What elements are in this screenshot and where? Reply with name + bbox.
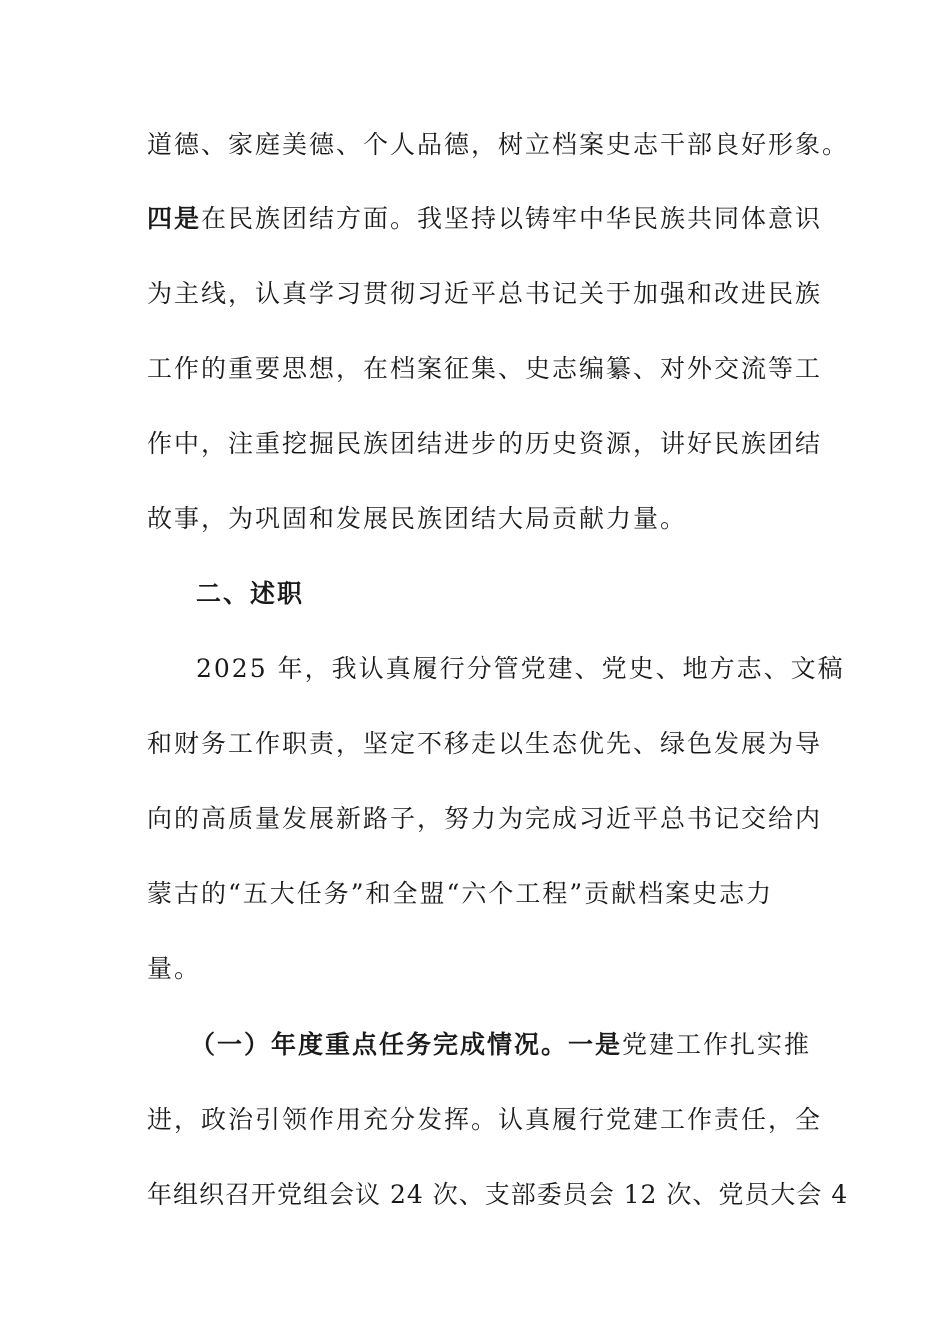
text-segment: 党建工作扎实推: [622, 1030, 812, 1059]
paragraph-line-8: [196, 652, 856, 686]
paragraph-line-5: [147, 427, 823, 461]
text-segment: 年组织召开党组会议 24 次、支部委员会 12 次、党员大会 4: [147, 1180, 849, 1209]
paragraph-line-11: [147, 877, 807, 911]
text-segment: 为主线，认真学习贯彻习近平总书记关于加强和改进民族: [147, 279, 823, 308]
text-segment: 量。: [147, 954, 202, 983]
paragraph-line-4: [147, 352, 823, 386]
paragraph-line-9: [147, 727, 823, 761]
section-heading-text: 二、述职: [196, 579, 305, 608]
text-segment: 工作的重要思想，在档案征集、史志编纂、对外交流等工: [147, 354, 823, 383]
subsection-heading-text: （一）年度重点任务完成情况。一是: [190, 1030, 623, 1059]
text-segment: 向的高质量发展新路子，努力为完成习近平总书记交给内: [147, 804, 823, 833]
text-segment: 进，政治引领作用充分发挥。认真履行党建工作责任，全: [147, 1105, 823, 1134]
text-segment: 在民族团结方面。我坚持以铸牢中华民族共同体意识: [201, 204, 823, 233]
paragraph-line-2: [147, 202, 823, 236]
paragraph-line-14: [147, 1103, 823, 1137]
text-segment: 道德、家庭美德、个人品德，树立档案史志干部良好形象。: [147, 130, 850, 159]
paragraph-line-12: [147, 952, 807, 986]
paragraph-line-6: [147, 502, 807, 536]
paragraph-line-15: [147, 1178, 849, 1212]
section-heading: [196, 577, 856, 611]
text-segment: 作中，注重挖掘民族团结进步的历史资源，讲好民族团结: [147, 429, 823, 458]
paragraph-line-1: [147, 128, 850, 162]
lead-label-four: 四是: [147, 204, 202, 233]
text-segment: 和财务工作职责，坚定不移走以生态优先、绿色发展为导: [147, 729, 823, 758]
text-segment: 2025 年，我认真履行分管党建、党史、地方志、文稿: [196, 654, 845, 683]
text-segment: 蒙古的“五大任务”和全盟“六个工程”贡献档案史志力: [147, 879, 774, 908]
subsection-heading-line: [190, 1028, 850, 1062]
paragraph-line-3: [147, 277, 823, 311]
paragraph-line-10: [147, 802, 823, 836]
text-segment: 故事，为巩固和发展民族团结大局贡献力量。: [147, 504, 688, 533]
